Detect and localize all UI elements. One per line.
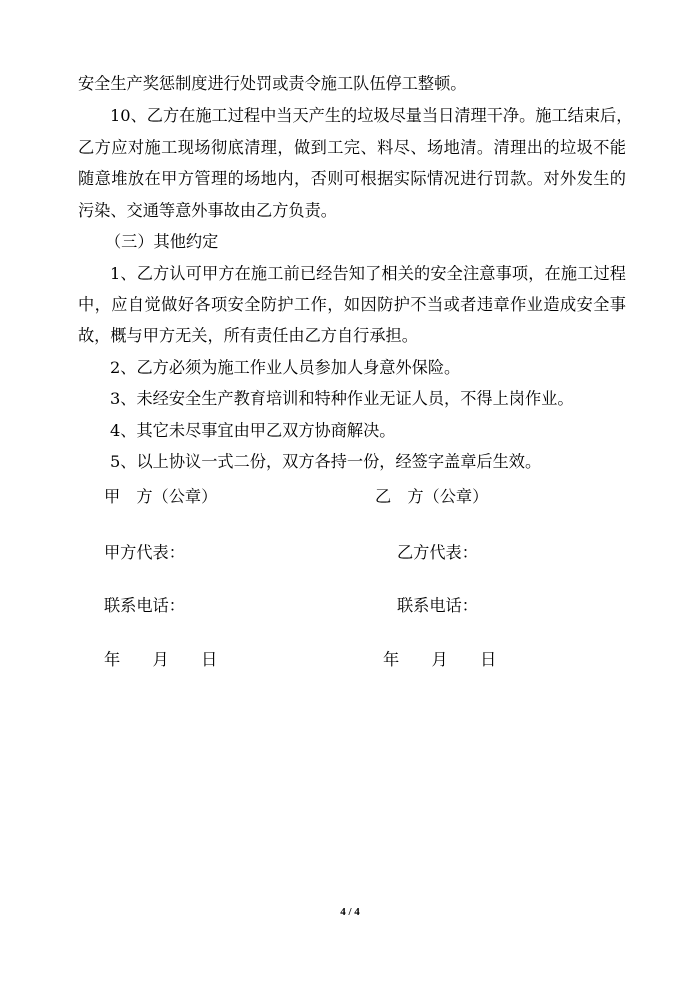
party-a-phone-label: 联系电话：	[104, 596, 185, 615]
paragraph-line: 安全生产奖惩制度进行处罚或责令施工队伍停工整顿。	[78, 74, 467, 93]
paragraph-line: 随意堆放在甲方管理的场地内，否则可根据实际情况进行罚款。对外发生的	[78, 169, 626, 188]
paragraph-line: 4、其它未尽事宜由甲乙双方协商解决。	[110, 421, 396, 440]
paragraph-line: 10、乙方在施工过程中当天产生的垃圾尽量当日清理干净。施工结束后，	[110, 106, 633, 125]
paragraph-line: 乙方应对施工现场彻底清理，做到工完、料尽、场地清。清理出的垃圾不能	[78, 138, 626, 157]
party-b-seal-label: 乙 方（公章）	[375, 487, 489, 506]
paragraph-line: 1、乙方认可甲方在施工前已经告知了相关的安全注意事项，在施工过程	[110, 264, 626, 283]
paragraph-line: 中，应自觉做好各项安全防护工作，如因防护不当或者违章作业造成安全事	[78, 295, 626, 314]
party-a-seal-label: 甲 方（公章）	[104, 487, 218, 506]
party-b-representative-label: 乙方代表：	[397, 543, 478, 562]
paragraph-line: 故，概与甲方无关，所有责任由乙方自行承担。	[78, 326, 418, 345]
section-heading: （三）其他约定	[105, 232, 219, 251]
paragraph-line: 3、未经安全生产教育培训和特种作业无证人员，不得上岗作业。	[110, 389, 574, 408]
page-number: 4 / 4	[340, 906, 360, 918]
party-b-date-label: 年 月 日	[383, 650, 497, 669]
party-a-representative-label: 甲方代表：	[104, 543, 185, 562]
paragraph-line: 污染、交通等意外事故由乙方负责。	[78, 201, 337, 220]
paragraph-line: 2、乙方必须为施工作业人员参加人身意外保险。	[110, 358, 461, 377]
party-a-date-label: 年 月 日	[104, 650, 218, 669]
paragraph-line: 5、以上协议一式二份，双方各持一份，经签字盖章后生效。	[110, 452, 542, 471]
party-b-phone-label: 联系电话：	[397, 596, 478, 615]
